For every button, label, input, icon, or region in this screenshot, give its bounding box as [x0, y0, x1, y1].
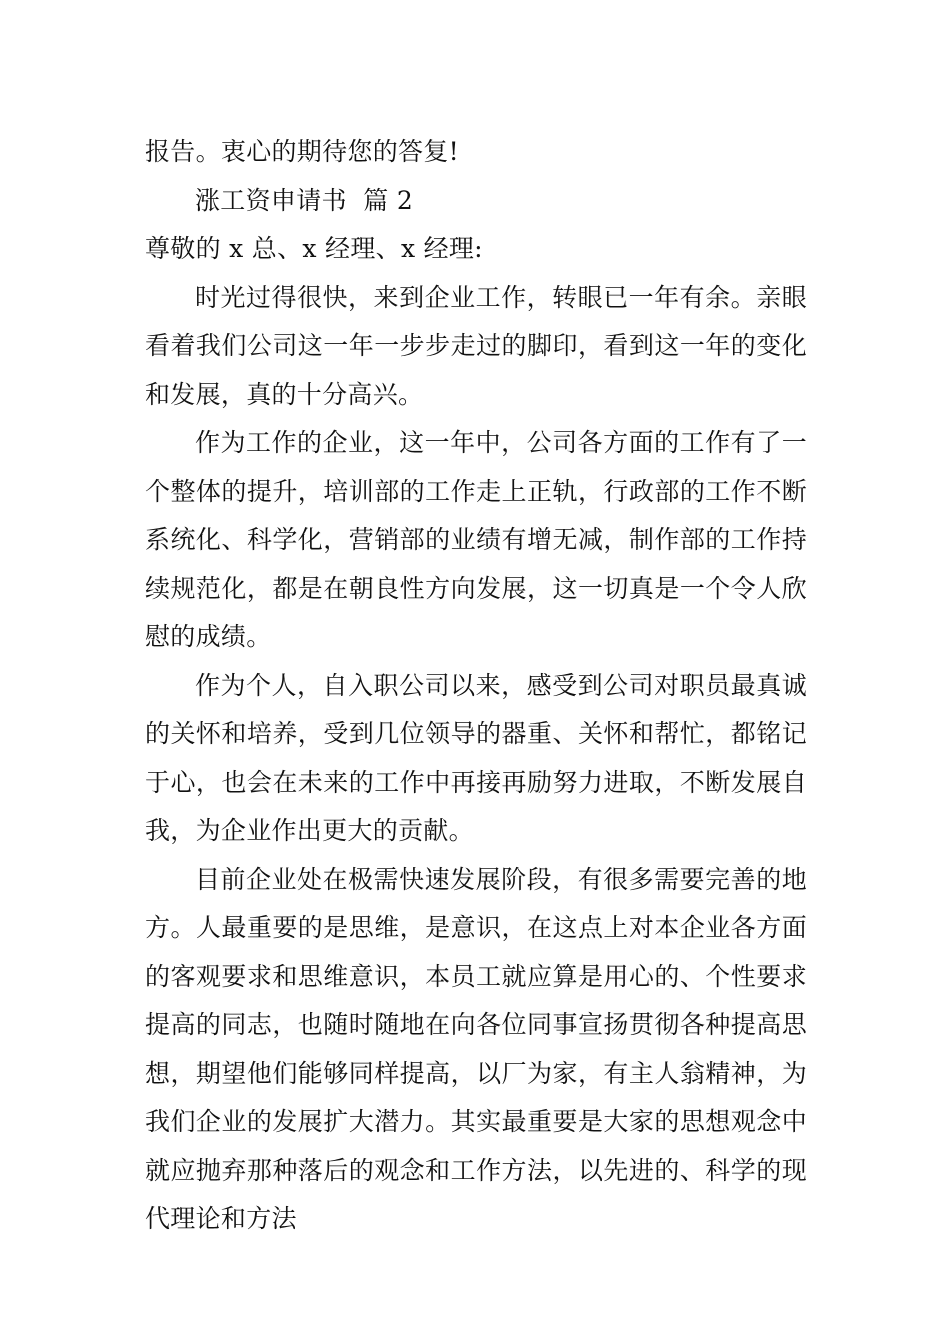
paragraph-2: 作为工作的企业，这一年中，公司各方面的工作有了一个整体的提升，培训部的工作走上正轨，行政部的工作不断系统化、科学化，营销部的业绩有增无减，制作部的工作持续规范化，都是在朝良性方向发展，这一切真是一个令人欣慰的成绩。 — [145, 428, 807, 651]
paragraph-1: 时光过得很快，来到企业工作，转眼已一年有余。亲眼看着我们公司这一年一步步走过的脚印，看到这一年的变化和发展，真的十分高兴。 — [145, 282, 807, 409]
opening-line: 报告。衷心的期待您的答复! — [145, 137, 459, 166]
paragraph-4: 目前企业处在极需快速发展阶段，有很多需要完善的地方。人最重要的是思维，是意识，在这点上对本企业各方面的客观要求和思维意识，本员工就应算是用心的、个性要求提高的同志，也随时随地在向各位同事宣扬贯彻各种提高思想，期望他们能够同样提高，以厂为家，有主人翁精神，为我们企业的发展扩大潜力。其实最重要是大家的思想观念中就应抛弃那种落后的观念和工作方法，以先进的、科学的现代理论和方法 — [145, 864, 807, 1233]
salutation: 尊敬的 x 总、x 经理、x 经理: — [145, 234, 483, 263]
paragraph-3: 作为个人，自入职公司以来，感受到公司对职员最真诚的关怀和培养，受到几位领导的器重、关怀和帮忙，都铭记于心，也会在未来的工作中再接再励努力进取，不断发展自我，为企业作出更大的贡献。 — [145, 670, 807, 845]
section-heading: 涨工资申请书 篇 2 — [195, 185, 414, 215]
document-body — [145, 128, 807, 1244]
